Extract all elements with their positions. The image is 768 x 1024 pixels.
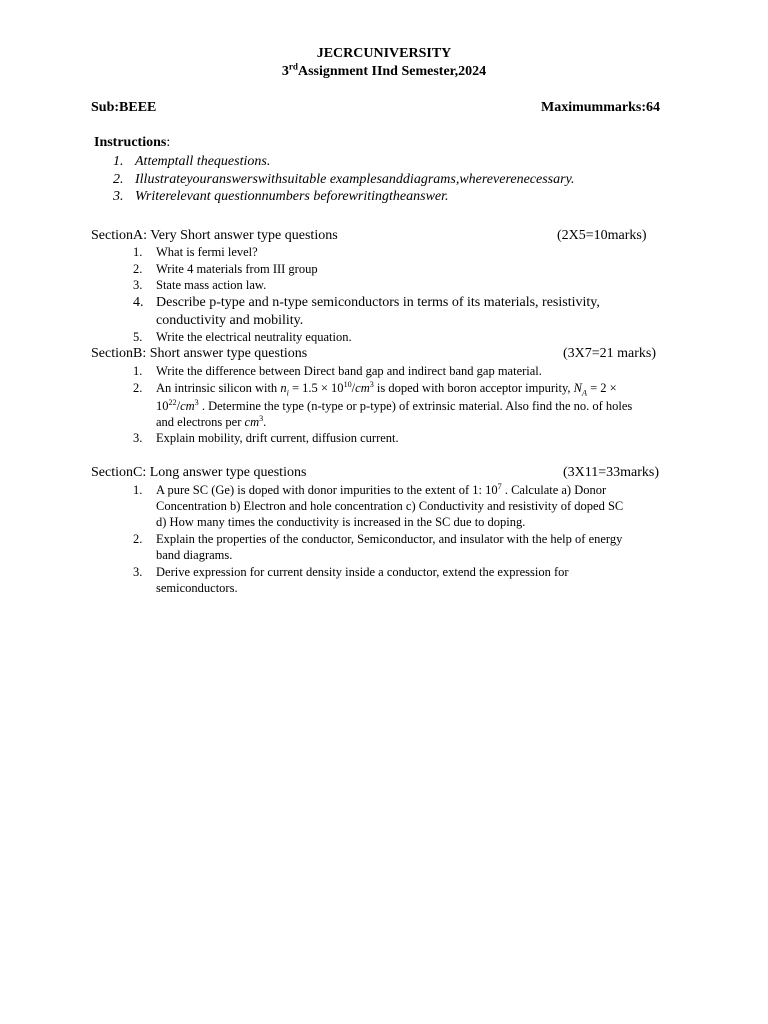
section-c-q2-line1: Explain the properties of the conductor, Semiconductor, and insulator with the help of energy: [156, 532, 623, 546]
instruction-num-3: 3.: [113, 189, 124, 204]
instruction-num-1: 1.: [113, 154, 124, 169]
assignment-ordinal-suffix: rd: [288, 61, 298, 72]
section-b-q3-num: 3.: [133, 431, 143, 445]
section-b-q1-num: 1.: [133, 364, 143, 378]
section-c-q3-line1: Derive expression for current density inside a conductor, extend the expression for: [156, 565, 569, 579]
q2-exp2: 22: [168, 397, 177, 407]
instruction-text-1: Attemptall thequestions.: [135, 154, 271, 169]
section-b-q1: Write the difference between Direct band gap and indirect band gap material.: [156, 364, 542, 378]
section-b-marks: (3X7=21 marks): [563, 346, 657, 361]
assignment-rest: Assignment IInd Semester,2024: [297, 64, 487, 79]
section-a-q5-num: 5.: [133, 330, 143, 344]
section-a-q1-num: 1.: [133, 245, 143, 259]
section-b-q2-line2: [156, 397, 633, 413]
section-a-q2-num: 2.: [133, 262, 143, 276]
section-c-q2-line2: band diagrams.: [156, 548, 233, 562]
instructions-heading: [94, 136, 170, 150]
section-b-q2-line1: [156, 379, 617, 398]
q2-cm-sup: 3: [369, 379, 374, 389]
section-b-q3: Explain mobility, drift current, diffusion current.: [156, 431, 399, 445]
section-c-q1-num: 1.: [133, 483, 143, 497]
section-b-q2-num: 2.: [133, 381, 143, 395]
section-a-q1: What is fermi level?: [156, 245, 258, 259]
q2-text-i: and electrons per: [156, 415, 245, 429]
q2-text-d: is doped with boron acceptor impurity,: [373, 381, 574, 395]
c-q1-text-b: . Calculate a) Donor: [501, 483, 607, 497]
section-a-q4-line2: conductivity and mobility.: [156, 313, 304, 328]
q2-text-e: = 2 ×: [586, 381, 617, 395]
section-c-q1-line3: d) How many times the conductivity is increased in the SC due to doping.: [156, 515, 526, 529]
q2-cm3-sup: 3: [259, 413, 264, 423]
section-a-q2: Write 4 materials from III group: [156, 262, 318, 276]
university-title: JECRCUNIVERSITY: [316, 46, 452, 61]
instructions-colon: :: [166, 135, 171, 150]
subject-label: Sub:BEEE: [91, 100, 157, 115]
c-q1-exp: 7: [497, 481, 502, 491]
section-b-q2-line3: [156, 413, 267, 429]
q2-ni-sub: i: [286, 388, 289, 398]
section-a-marks: (2X5=10marks): [557, 228, 647, 243]
q2-exp1: 10: [343, 379, 352, 389]
c-q1-text-a: A pure SC (Ge) is doped with donor impurities to the extent of 1: 10: [156, 483, 498, 497]
section-c-q2-num: 2.: [133, 532, 143, 546]
section-a-q5: Write the electrical neutrality equation.: [156, 330, 352, 344]
q2-text-b: = 1.5 × 10: [288, 381, 344, 395]
q2-na-sub: A: [581, 388, 587, 398]
q2-text-a: An intrinsic silicon with: [156, 381, 281, 395]
instruction-num-2: 2.: [113, 172, 124, 187]
section-c-q3-num: 3.: [133, 565, 143, 579]
section-c-marks: (3X11=33marks): [563, 465, 660, 480]
max-marks-label: Maximummarks:64: [541, 100, 660, 115]
instruction-text-2: Illustrateyouranswerswithsuitable examplesanddiagrams,whereverenecessary.: [135, 172, 575, 187]
q2-text-h: . Determine the type (n-type or p-type) of extrinsic material. Also find the no. of holes: [198, 399, 633, 413]
assignment-ordinal: 3: [281, 64, 289, 79]
q2-cm: cm: [355, 381, 370, 395]
section-c-q1-line2: Concentration b) Electron and hole concentration c) Conductivity and resistivity of doped SC: [156, 499, 624, 513]
instruction-text-3: Writerelevant questionnumbers beforewritingtheanswer.: [135, 189, 449, 204]
q2-cm3: cm: [244, 415, 260, 429]
section-c-q1-line1: [156, 481, 607, 497]
section-a-q3-num: 3.: [133, 278, 143, 292]
section-a-q3: State mass action law.: [156, 278, 267, 292]
q2-cm2-sup: 3: [194, 397, 199, 407]
instructions-title: Instructions: [94, 135, 167, 150]
section-c-q3-line2: semiconductors.: [156, 581, 238, 595]
q2-cm2: cm: [180, 399, 195, 413]
section-b-title: SectionB: Short answer type questions: [91, 346, 308, 361]
section-a-q4-line1: Describe p-type and n-type semiconductors in terms of its materials, resistivity,: [156, 295, 600, 310]
q2-text-g: /: [176, 399, 181, 413]
q2-text-c: /: [351, 381, 356, 395]
section-c-title: SectionC: Long answer type questions: [91, 465, 307, 480]
q2-text-j: .: [263, 415, 267, 429]
section-a-title: SectionA: Very Short answer type questions: [91, 228, 338, 243]
assignment-title: [0, 61, 768, 79]
q2-na: N: [573, 381, 582, 395]
section-a-q4-num: 4.: [133, 295, 144, 310]
q2-ni: n: [280, 381, 287, 395]
q2-text-f: 10: [156, 399, 169, 413]
